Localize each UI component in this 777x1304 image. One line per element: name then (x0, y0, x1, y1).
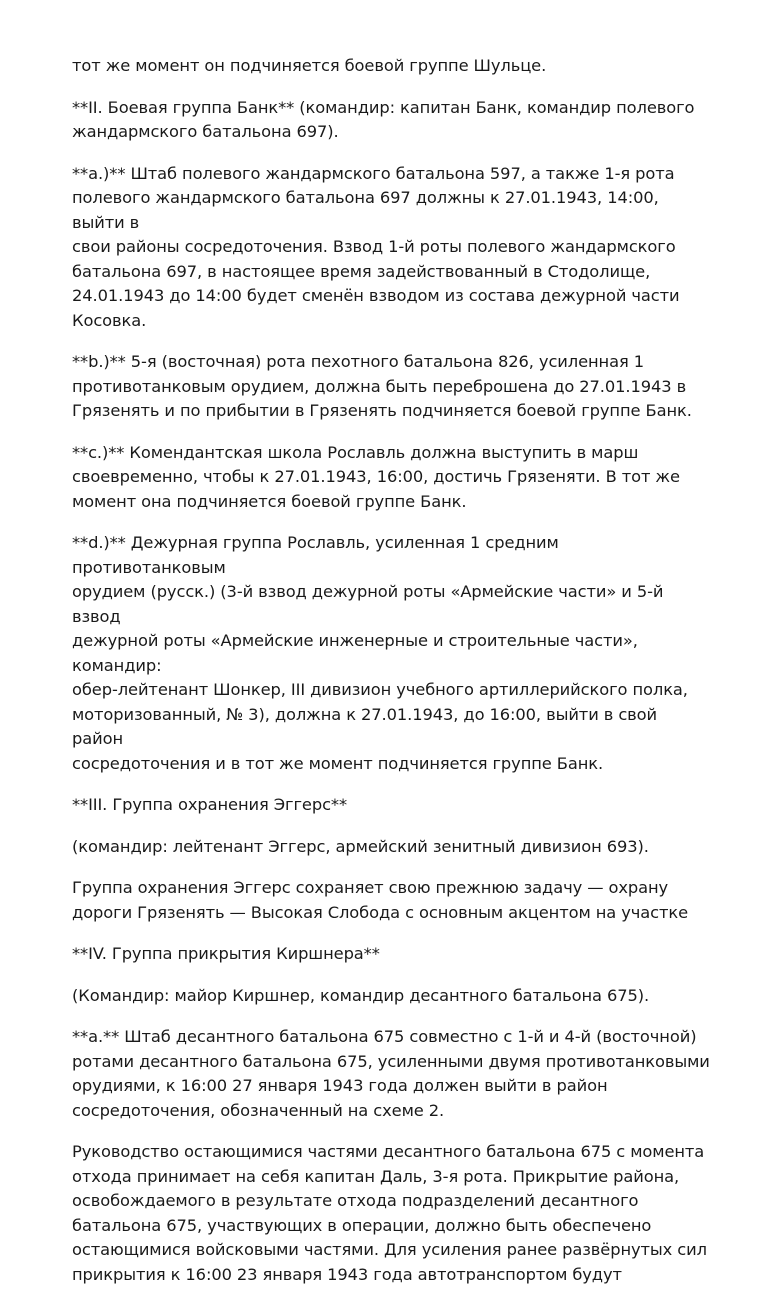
paragraph-continuation-schulze: тот же момент он подчиняется боевой группе Шульце. (72, 56, 547, 75)
paragraph-bank-c: **c.)** Комендантская школа Рославль должна выступить в марш своевременно, чтобы к 27.01.1943, 16:00, достичь Грязеняти. В тот же момент она подчиняется боевой группе Банк. (72, 442, 680, 511)
paragraph-kirschner-commander: (Командир: майор Киршнер, командир десантного батальона 675). (72, 985, 650, 1005)
heading-battle-group-bank: **II. Боевая группа Банк** (командир: капитан Банк, командир полевого жандармского батальона 697). (72, 97, 695, 141)
paragraph-bank-d: **d.)** Дежурная группа Рославль, усиленная 1 средним противотанковым орудием (русск.) (3-й взвод дежурной роты «Армейские части» и 5-й взвод дежурной роты «Армейские инженерные и строительные части», командир: обер-лейтенант Шонкер, III дивизион учебного артиллерийского полка, моторизованный, № 3), должна к 27.01.1943, до 16:00, выйти в свой район сосредоточения и в тот же момент подчиняется группе Банк. (72, 533, 688, 773)
heading-security-group-eggers: **III. Группа охранения Эггерс** (72, 795, 348, 814)
paragraph-bank-b: **b.)** 5-я (восточная) рота пехотного батальона 826, усиленная 1 противотанковым орудием, должна быть переброшена до 27.01.1943 в Грязенять и по прибытии в Грязенять подчиняется боевой группе Банк. (72, 352, 692, 420)
document-page (72, 54, 712, 1304)
paragraph-kirschner-a: **a.** Штаб десантного батальона 675 совместно с 1-й и 4-й (восточной) ротами десантного батальона 675, усиленными двумя противотанковыми орудиями, к 16:00 27 января 1943 года должен выйти в район сосредоточения, обозначенный на схеме 2. (72, 1027, 710, 1120)
paragraph-eggers-task: Группа охранения Эггерс сохраняет свою прежнюю задачу — охрану дороги Грязенять — Высокая Слобода с основным акцентом на участке (72, 878, 689, 922)
heading-cover-group-kirschner: **IV. Группа прикрытия Киршнера** (72, 944, 380, 963)
paragraph-bank-a: **a.)** Штаб полевого жандармского батальона 597, а также 1-я рота полевого жандармского батальона 697 должны к 27.01.1943, 14:00, выйти в свои районы сосредоточения. Взвод 1-й роты полевого жандармского батальона 697, в настоящее время задействованный в Стодолище, 24.01.1943 до 14:00 будет сменён взводом из состава дежурной части Косовка. (72, 163, 680, 330)
paragraph-remaining-units: Руководство остающимися частями десантного батальона 675 с момента отхода принимает на себя капитан Даль, 3-я рота. Прикрытие района, освобождаемого в результате отхода подразделений десантного батальона 675, участвующих в операции, должно быть обеспечено остающимися войсковыми частями. Для усиления ранее развёрнутых сил прикрытия к 16:00 23 января 1943 года автотранспортом будут (72, 1142, 707, 1284)
paragraph-eggers-commander: (командир: лейтенант Эггерс, армейский зенитный дивизион 693). (72, 836, 649, 856)
